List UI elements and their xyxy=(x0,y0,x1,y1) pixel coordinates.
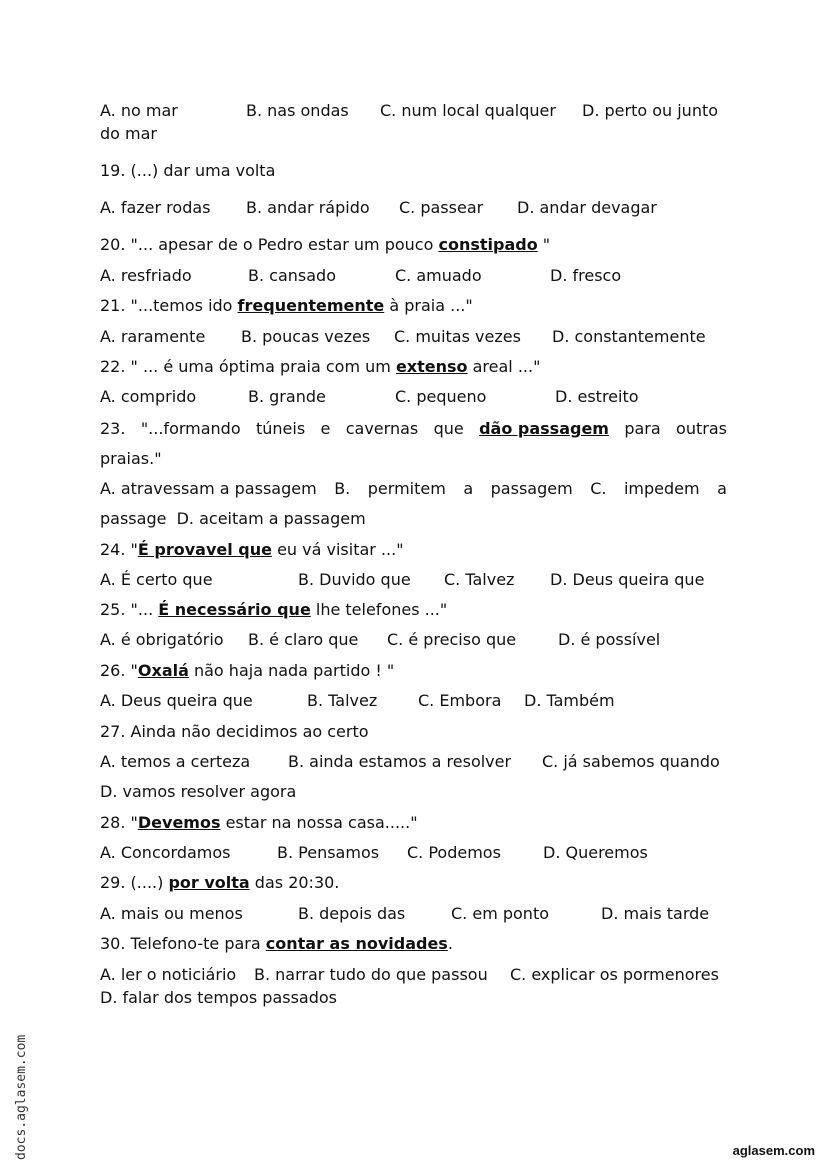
q19-option-c: C. passear xyxy=(399,198,484,217)
q23-word: para xyxy=(624,419,661,438)
q27-option-b: B. ainda estamos a resolver xyxy=(288,752,512,771)
q23-text-cont: praias." xyxy=(100,449,162,468)
q22-option-d: D. estreito xyxy=(555,387,639,406)
q30-suffix: . xyxy=(447,934,453,953)
q28-suffix: estar na nossa casa....." xyxy=(220,813,418,832)
q26-option-c: C. Embora xyxy=(418,691,502,710)
q29-keyword: por volta xyxy=(168,873,250,892)
q28-option-a: A. Concordamos xyxy=(100,843,231,862)
q20-option-d: D. fresco xyxy=(550,266,622,285)
q29-text xyxy=(100,872,727,894)
q29-option-d: D. mais tarde xyxy=(601,904,710,923)
q25-text xyxy=(100,599,727,621)
q22-option-c: C. pequeno xyxy=(395,387,487,406)
q22-keyword: extenso xyxy=(395,357,468,376)
q20-text xyxy=(100,234,727,256)
q23-options-line1 xyxy=(100,478,727,500)
q23-option-c-word: a xyxy=(717,479,727,498)
q23-word: túneis xyxy=(255,419,306,438)
q26-suffix: não haja nada partido ! " xyxy=(188,661,395,680)
q30-prefix: 30. Telefono-te para xyxy=(100,934,266,953)
q27-option-d: D. vamos resolver agora xyxy=(100,782,297,801)
q23-word: outras xyxy=(676,419,727,438)
q23-text xyxy=(100,418,727,440)
q20-prefix: 20. "... apesar de o Pedro estar um pouco xyxy=(100,235,439,254)
q29-prefix: 29. (....) xyxy=(100,873,169,892)
q22-prefix: 22. " ... é uma óptima praia com um xyxy=(100,357,396,376)
q22-suffix: areal ..." xyxy=(467,357,541,376)
q22-option-b: B. grande xyxy=(248,387,326,406)
q23-option-a: A. atravessam a passagem xyxy=(100,479,317,498)
q24-suffix: eu vá visitar ..." xyxy=(271,540,404,559)
q23-option-c-letter: C. xyxy=(590,479,607,498)
q23-options-line2: passage D. aceitam a passagem xyxy=(100,509,366,528)
q29-option-b: B. depois das xyxy=(298,904,406,923)
q25-option-c: C. é preciso que xyxy=(387,630,517,649)
q18-option-c: C. num local qualquer xyxy=(380,101,556,120)
q23-option-c-word: impedem xyxy=(623,479,700,498)
q23-word: "...formando xyxy=(140,419,241,438)
q21-text xyxy=(100,295,727,317)
q30-option-b: B. narrar tudo do que passou xyxy=(254,965,488,984)
q28-option-c: C. Podemos xyxy=(407,843,501,862)
q26-option-a: A. Deus queira que xyxy=(100,691,253,710)
q26-option-d: D. Também xyxy=(524,691,615,710)
q24-prefix: 24. " xyxy=(100,540,138,559)
q24-option-c: C. Talvez xyxy=(444,570,515,589)
q18-option-a: A. no mar xyxy=(100,101,178,120)
q24-text xyxy=(100,539,727,561)
q21-option-c: C. muitas vezes xyxy=(394,327,521,346)
q30-option-a: A. ler o noticiário xyxy=(100,965,237,984)
q19-option-d: D. andar devagar xyxy=(517,198,657,217)
q24-option-b: B. Duvido que xyxy=(298,570,411,589)
q27-text: 27. Ainda não decidimos ao certo xyxy=(100,722,369,741)
q29-option-c: C. em ponto xyxy=(451,904,550,923)
q30-text xyxy=(100,933,727,955)
q23-option-b-letter: B. xyxy=(334,479,351,498)
q20-option-a: A. resfriado xyxy=(100,266,192,285)
q19-option-a: A. fazer rodas xyxy=(100,198,211,217)
q22-text xyxy=(100,356,727,378)
q20-suffix: " xyxy=(537,235,551,254)
brand-footer: aglasem.com xyxy=(732,1143,815,1158)
q23-option-b-word: a xyxy=(463,479,474,498)
q22-option-a: A. comprido xyxy=(100,387,197,406)
q25-option-b: B. é claro que xyxy=(248,630,359,649)
q28-keyword: Devemos xyxy=(137,813,221,832)
q24-option-a: A. É certo que xyxy=(100,570,213,589)
q25-option-d: D. é possível xyxy=(558,630,661,649)
q24-keyword: É provavel que xyxy=(137,540,272,559)
q20-option-b: B. cansado xyxy=(248,266,336,285)
q25-keyword: É necessário que xyxy=(158,600,311,619)
q23-option-b-word: passagem xyxy=(490,479,573,498)
q23-keyword: dão passagem xyxy=(479,419,609,438)
q21-keyword: frequentemente xyxy=(237,296,385,315)
q20-keyword: constipado xyxy=(438,235,538,254)
q27-option-c: C. já sabemos quando xyxy=(542,752,720,771)
q30-option-d: D. falar dos tempos passados xyxy=(100,988,337,1007)
q26-keyword: Oxalá xyxy=(137,661,189,680)
q28-option-b: B. Pensamos xyxy=(277,843,380,862)
side-watermark: docs.aglasem.com xyxy=(14,1034,29,1160)
q28-text xyxy=(100,812,727,834)
q23-word: que xyxy=(433,419,464,438)
q24-option-d: D. Deus queira que xyxy=(550,570,705,589)
q21-prefix: 21. "...temos ido xyxy=(100,296,238,315)
q21-option-a: A. raramente xyxy=(100,327,206,346)
q21-option-d: D. constantemente xyxy=(552,327,706,346)
q19-option-b: B. andar rápido xyxy=(246,198,370,217)
q21-suffix: à praia ..." xyxy=(384,296,473,315)
q30-keyword: contar as novidades xyxy=(265,934,448,953)
q18-option-d: D. perto ou junto xyxy=(582,101,719,120)
q18-option-d-cont: do mar xyxy=(100,124,157,143)
q25-prefix: 25. "... xyxy=(100,600,159,619)
q26-prefix: 26. " xyxy=(100,661,138,680)
q20-option-c: C. amuado xyxy=(395,266,482,285)
q26-text xyxy=(100,660,727,682)
q25-suffix: lhe telefones ..." xyxy=(310,600,448,619)
q23-option-b-word: permitem xyxy=(367,479,446,498)
q25-option-a: A. é obrigatório xyxy=(100,630,224,649)
q29-suffix: das 20:30. xyxy=(249,873,340,892)
q19-text: 19. (...) dar uma volta xyxy=(100,161,276,180)
q23-number: 23. xyxy=(100,419,126,438)
q27-option-a: A. temos a certeza xyxy=(100,752,251,771)
q28-prefix: 28. " xyxy=(100,813,138,832)
q23-word: e xyxy=(320,419,331,438)
q28-option-d: D. Queremos xyxy=(543,843,648,862)
q23-word: cavernas xyxy=(345,419,419,438)
q21-option-b: B. poucas vezes xyxy=(241,327,371,346)
q30-option-c: C. explicar os pormenores xyxy=(510,965,719,984)
q26-option-b: B. Talvez xyxy=(307,691,378,710)
q18-option-b: B. nas ondas xyxy=(246,101,349,120)
q29-option-a: A. mais ou menos xyxy=(100,904,243,923)
